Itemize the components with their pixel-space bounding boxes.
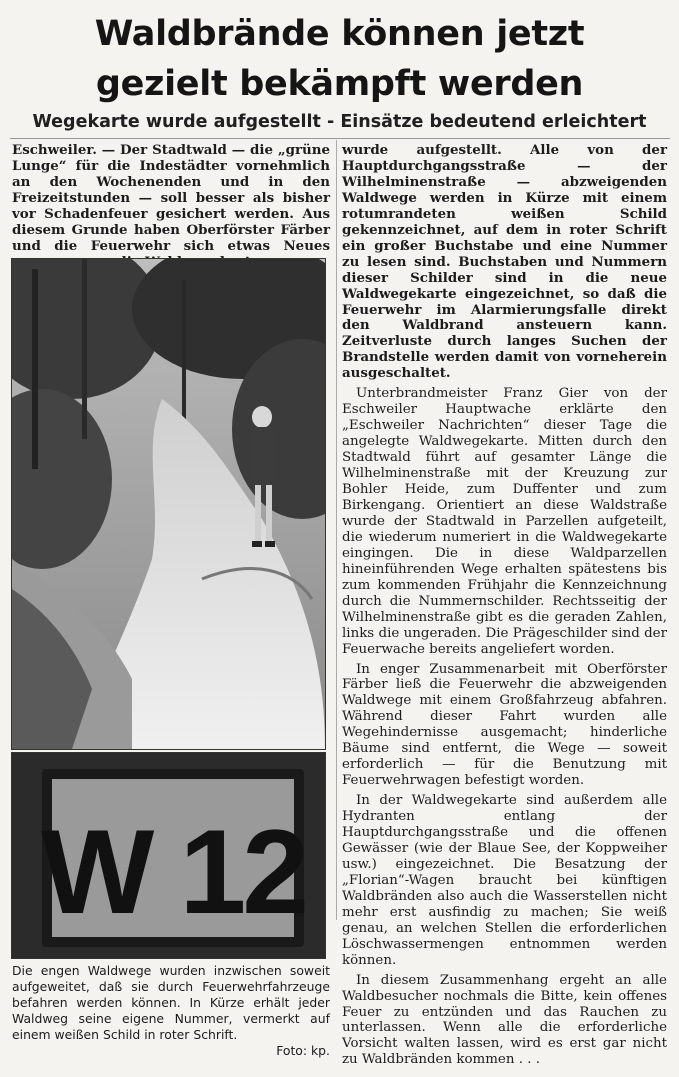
forest-path-illustration bbox=[12, 259, 325, 749]
trail-sign-photo bbox=[11, 752, 326, 959]
lead-text-left: Eschweiler. — Der Stadtwald — die „grüne Lunge“ für die Indestädter vornehmlich an den Wochenenden und in den Freizeitstunden — soll besser als bisher vor Schadenfeuer gesichert werden. Aus diesem Grunde haben Oberförster Färber und die Feuerwehr sich etwas Neues bbox=[12, 142, 330, 254]
headline-line-1: Waldbrände können jetzt bbox=[94, 14, 585, 54]
sign-number: W 12 bbox=[40, 805, 306, 939]
header-divider bbox=[10, 138, 670, 139]
lead-text-right: wurde aufgestellt. Alle von der Hauptdurchgangsstraße — der Wilhelminenstraße — abzweigenden Waldwege werden in Kürze mit einem rotumrandeten weißen Schild gekennzeichnet, auf dem in roter Schrift ein großer Buchstabe und eine Nummer zu lesen sind. Buchstaben und Nummern dieser Schilder sind in die neue Waldwegekarte eingezeichnet, so daß die Feuerwehr im Alarmierungsfalle direkt den Waldbrand ansteuern kann. Zeitverluste durch langes Suchen der Brandstelle werden damit von vorneherein ausgeschaltet. bbox=[342, 142, 667, 382]
right-column bbox=[342, 143, 667, 1068]
body-paragraph-4: In diesem Zusammenhang ergeht an alle Waldbesucher nochmals die Bitte, kein offenes Feuer zu entzünden und das Rauchen zu unterlassen. Wenn alle die erforderliche Vorsicht walten lassen, wird es erst gar nicht zu Waldbränden kommen . . . bbox=[342, 972, 667, 1068]
column-divider bbox=[336, 140, 337, 920]
headline-line-2: gezielt bekämpft werden bbox=[95, 64, 584, 104]
trail-sign-illustration bbox=[12, 753, 325, 958]
body-paragraph-3: In der Waldwegekarte sind außerdem alle Hydranten entlang der Hauptdurchgangsstraße und die offenen Gewässer (wie der Blaue See, der Koppweiher usw.) eingezeichnet. Die Besatzung der „Florian“-Wagen braucht bei künftigen Waldbränden also auch die Wasserstellen nicht mehr erst ausfindig zu machen; Sie weiß genau, an welchen Stellen die erforderlichen Löschwassermengen entnommen werden können. bbox=[342, 793, 667, 968]
lead-paragraph-left bbox=[12, 143, 330, 271]
subheadline: Wegekarte wurde aufgestellt - Einsätze bedeutend erleichtert bbox=[32, 112, 647, 132]
forest-path-photo bbox=[11, 258, 326, 750]
body-paragraph-1: Unterbrandmeister Franz Gier von der Eschweiler Hauptwache erklärte den „Eschweiler Nachrichten“ dieser Tage die angelegte Waldwegekarte. Mitten durch den Stadtwald führt auf gesamter Länge die Wilhelminenstraße mit der Kreuzung zur Bohler Heide, zum Duffenter und zum Birkengang. Orientiert an diese Waldstraße wurde der Stadtwald in Parzellen aufgeteilt, die wiederum numeriert in die Waldwegekarte eingingen. Die in diese Waldparzellen hineinführenden Wege erhalten spätestens bis zum kommenden Frühjahr die Kennzeichnung durch die Nummernschilder. Rechtsseitig der Wilhelminenstraße gibt es die geraden Zahlen, links die ungeraden. Die Prägeschilder sind der Feuerwache bereits angeliefert worden. bbox=[342, 386, 667, 657]
body-paragraph-2: In enger Zusammenarbeit mit Oberförster Färber ließ die Feuerwehr die abzweigenden Waldwege mit einem Großfahrzeug abfahren. Während dieser Fahrt wurden alle Wegehindernisse ausgemacht; hinderliche Bäume sind entfernt, die Wege — soweit erforderlich — für die Benutzung mit Feuerwehrwagen befestigt worden. bbox=[342, 661, 667, 789]
photo-credit: Foto: kp. bbox=[276, 1042, 330, 1058]
photo-caption bbox=[12, 963, 330, 1058]
caption-text: Die engen Waldwege wurden inzwischen soweit aufgeweitet, daß sie durch Feuerwehrfahrzeuge befahren werden können. In Kürze erhält jeder Waldweg seine eigene Nummer, vermerkt auf einem weißen Schild in roter Schrift. bbox=[12, 963, 330, 1042]
